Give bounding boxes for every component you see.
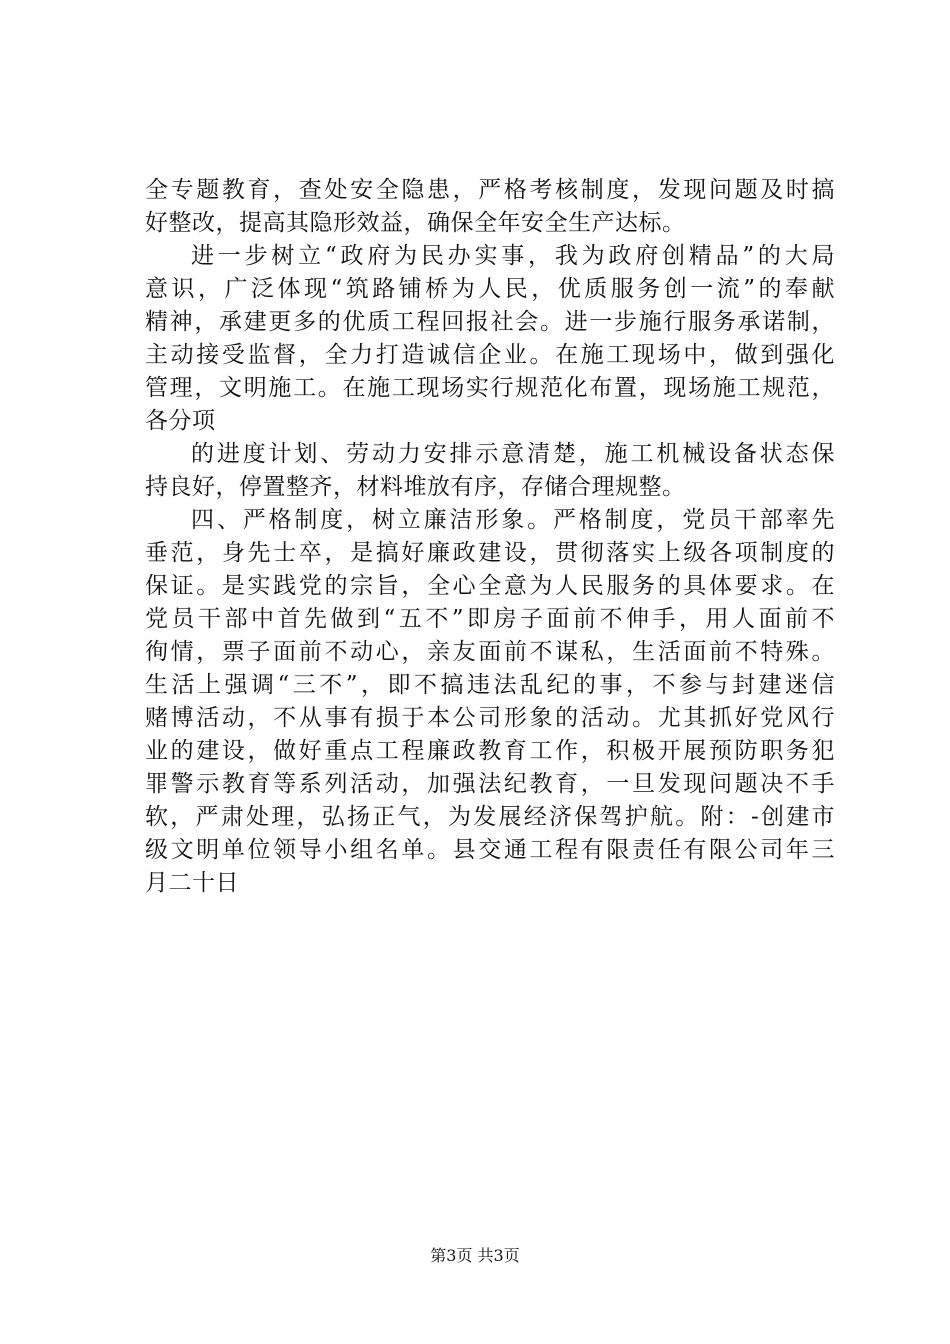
text-line: 月二十日 <box>145 870 239 896</box>
paragraph-start-line: 四、严格制度，树立廉洁形象。严格制度，党员干部率先 <box>191 507 835 533</box>
text-line: 好整改，提高其隐形效益，确保全年安全生产达标。 <box>145 210 686 236</box>
body-text <box>145 174 835 900</box>
text-line: 党员干部中首先做到“五不”即房子面前不伸手，用人面前不 <box>145 606 835 632</box>
text-line: 精神，承建更多的优质工程回报社会。进一步施行服务承诺制， <box>145 309 835 335</box>
text-line: 全专题教育，查处安全隐患，严格考核制度，发现问题及时搞 <box>145 177 835 203</box>
text-line: 生活上强调“三不”，即不搞违法乱纪的事，不参与封建迷信 <box>145 672 835 698</box>
text-line: 意识，广泛体现“筑路铺桥为人民，优质服务创一流”的奉献 <box>145 276 835 302</box>
text-line: 赌博活动，不从事有损于本公司形象的活动。尤其抓好党风行 <box>145 705 835 731</box>
text-line: 业的建设，做好重点工程廉政教育工作，积极开展预防职务犯 <box>145 738 835 764</box>
page-number-footer: 第3页 共3页 <box>430 1246 520 1265</box>
text-line: 垂范，身先士卒，是搞好廉政建设，贯彻落实上级各项制度的 <box>145 540 835 566</box>
paragraph-start-line: 的进度计划、劳动力安排示意清楚，施工机械设备状态保 <box>191 441 835 467</box>
text-line: 持良好，停置整齐，材料堆放有序，存储合理规整。 <box>145 474 686 500</box>
text-line: 软，严肃处理，弘扬正气，为发展经济保驾护航。附：-创建市 <box>145 804 835 830</box>
text-line: 管理，文明施工。在施工现场实行规范化布置，现场施工规范， <box>145 375 835 401</box>
text-line: 罪警示教育等系列活动，加强法纪教育，一旦发现问题决不手 <box>145 771 835 797</box>
text-line: 主动接受监督，全力打造诚信企业。在施工现场中，做到强化 <box>145 342 835 368</box>
text-line: 各分项 <box>145 408 216 434</box>
paragraph-start-line: 进一步树立“政府为民办实事，我为政府创精品”的大局 <box>191 243 835 269</box>
text-line: 徇情，票子面前不动心，亲友面前不谋私，生活面前不特殊。 <box>145 639 835 665</box>
text-line: 保证。是实践党的宗旨，全心全意为人民服务的具体要求。在 <box>145 573 835 599</box>
text-line: 级文明单位领导小组名单。县交通工程有限责任有限公司年三 <box>145 837 835 863</box>
